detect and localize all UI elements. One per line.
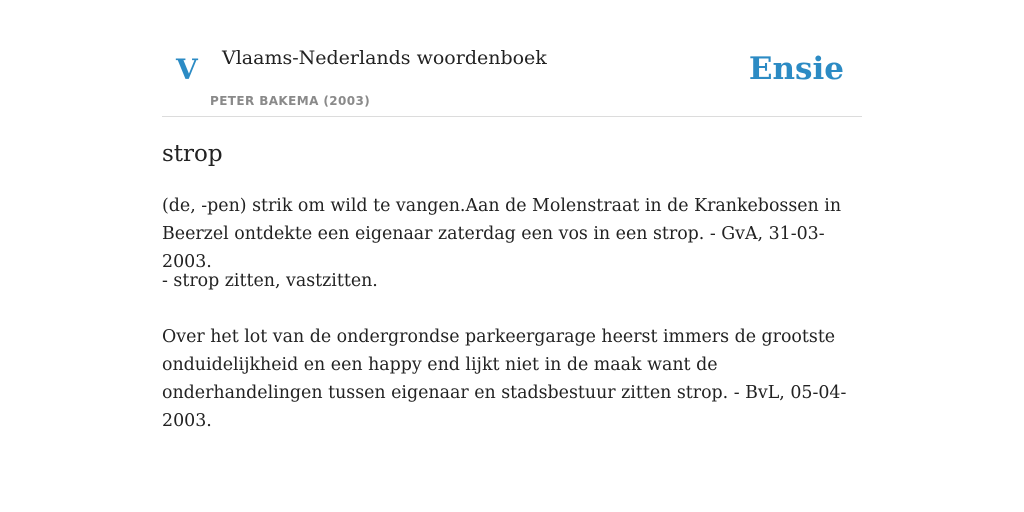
source-title[interactable]: Vlaams-Nederlands woordenboek <box>222 47 547 69</box>
entry-idiom: - strop zitten, vastzitten. <box>162 271 378 291</box>
source-author: PETER BAKEMA (2003) <box>210 94 371 108</box>
entry-headword: strop <box>162 141 223 167</box>
entry-definition: (de, -pen) strik om wild te vangen.Aan de Molenstraat in de Krankebossen in Beerzel ontdekte een eigenaar zaterdag een vos in een strop. - GvA, 31-03-2003. <box>162 196 842 272</box>
entry-example: Over het lot van de ondergrondse parkeergarage heerst immers de grootste onduidelijkheid en een happy end lijkt niet in de maak want de onderhandelingen tussen eigenaar en stadsbestuur zitten strop. - BvL, 05-04-2003. <box>162 327 847 431</box>
source-initial-logo: V <box>176 53 198 86</box>
dictionary-header <box>162 0 862 117</box>
ensie-logo[interactable]: Ensie <box>748 51 844 87</box>
